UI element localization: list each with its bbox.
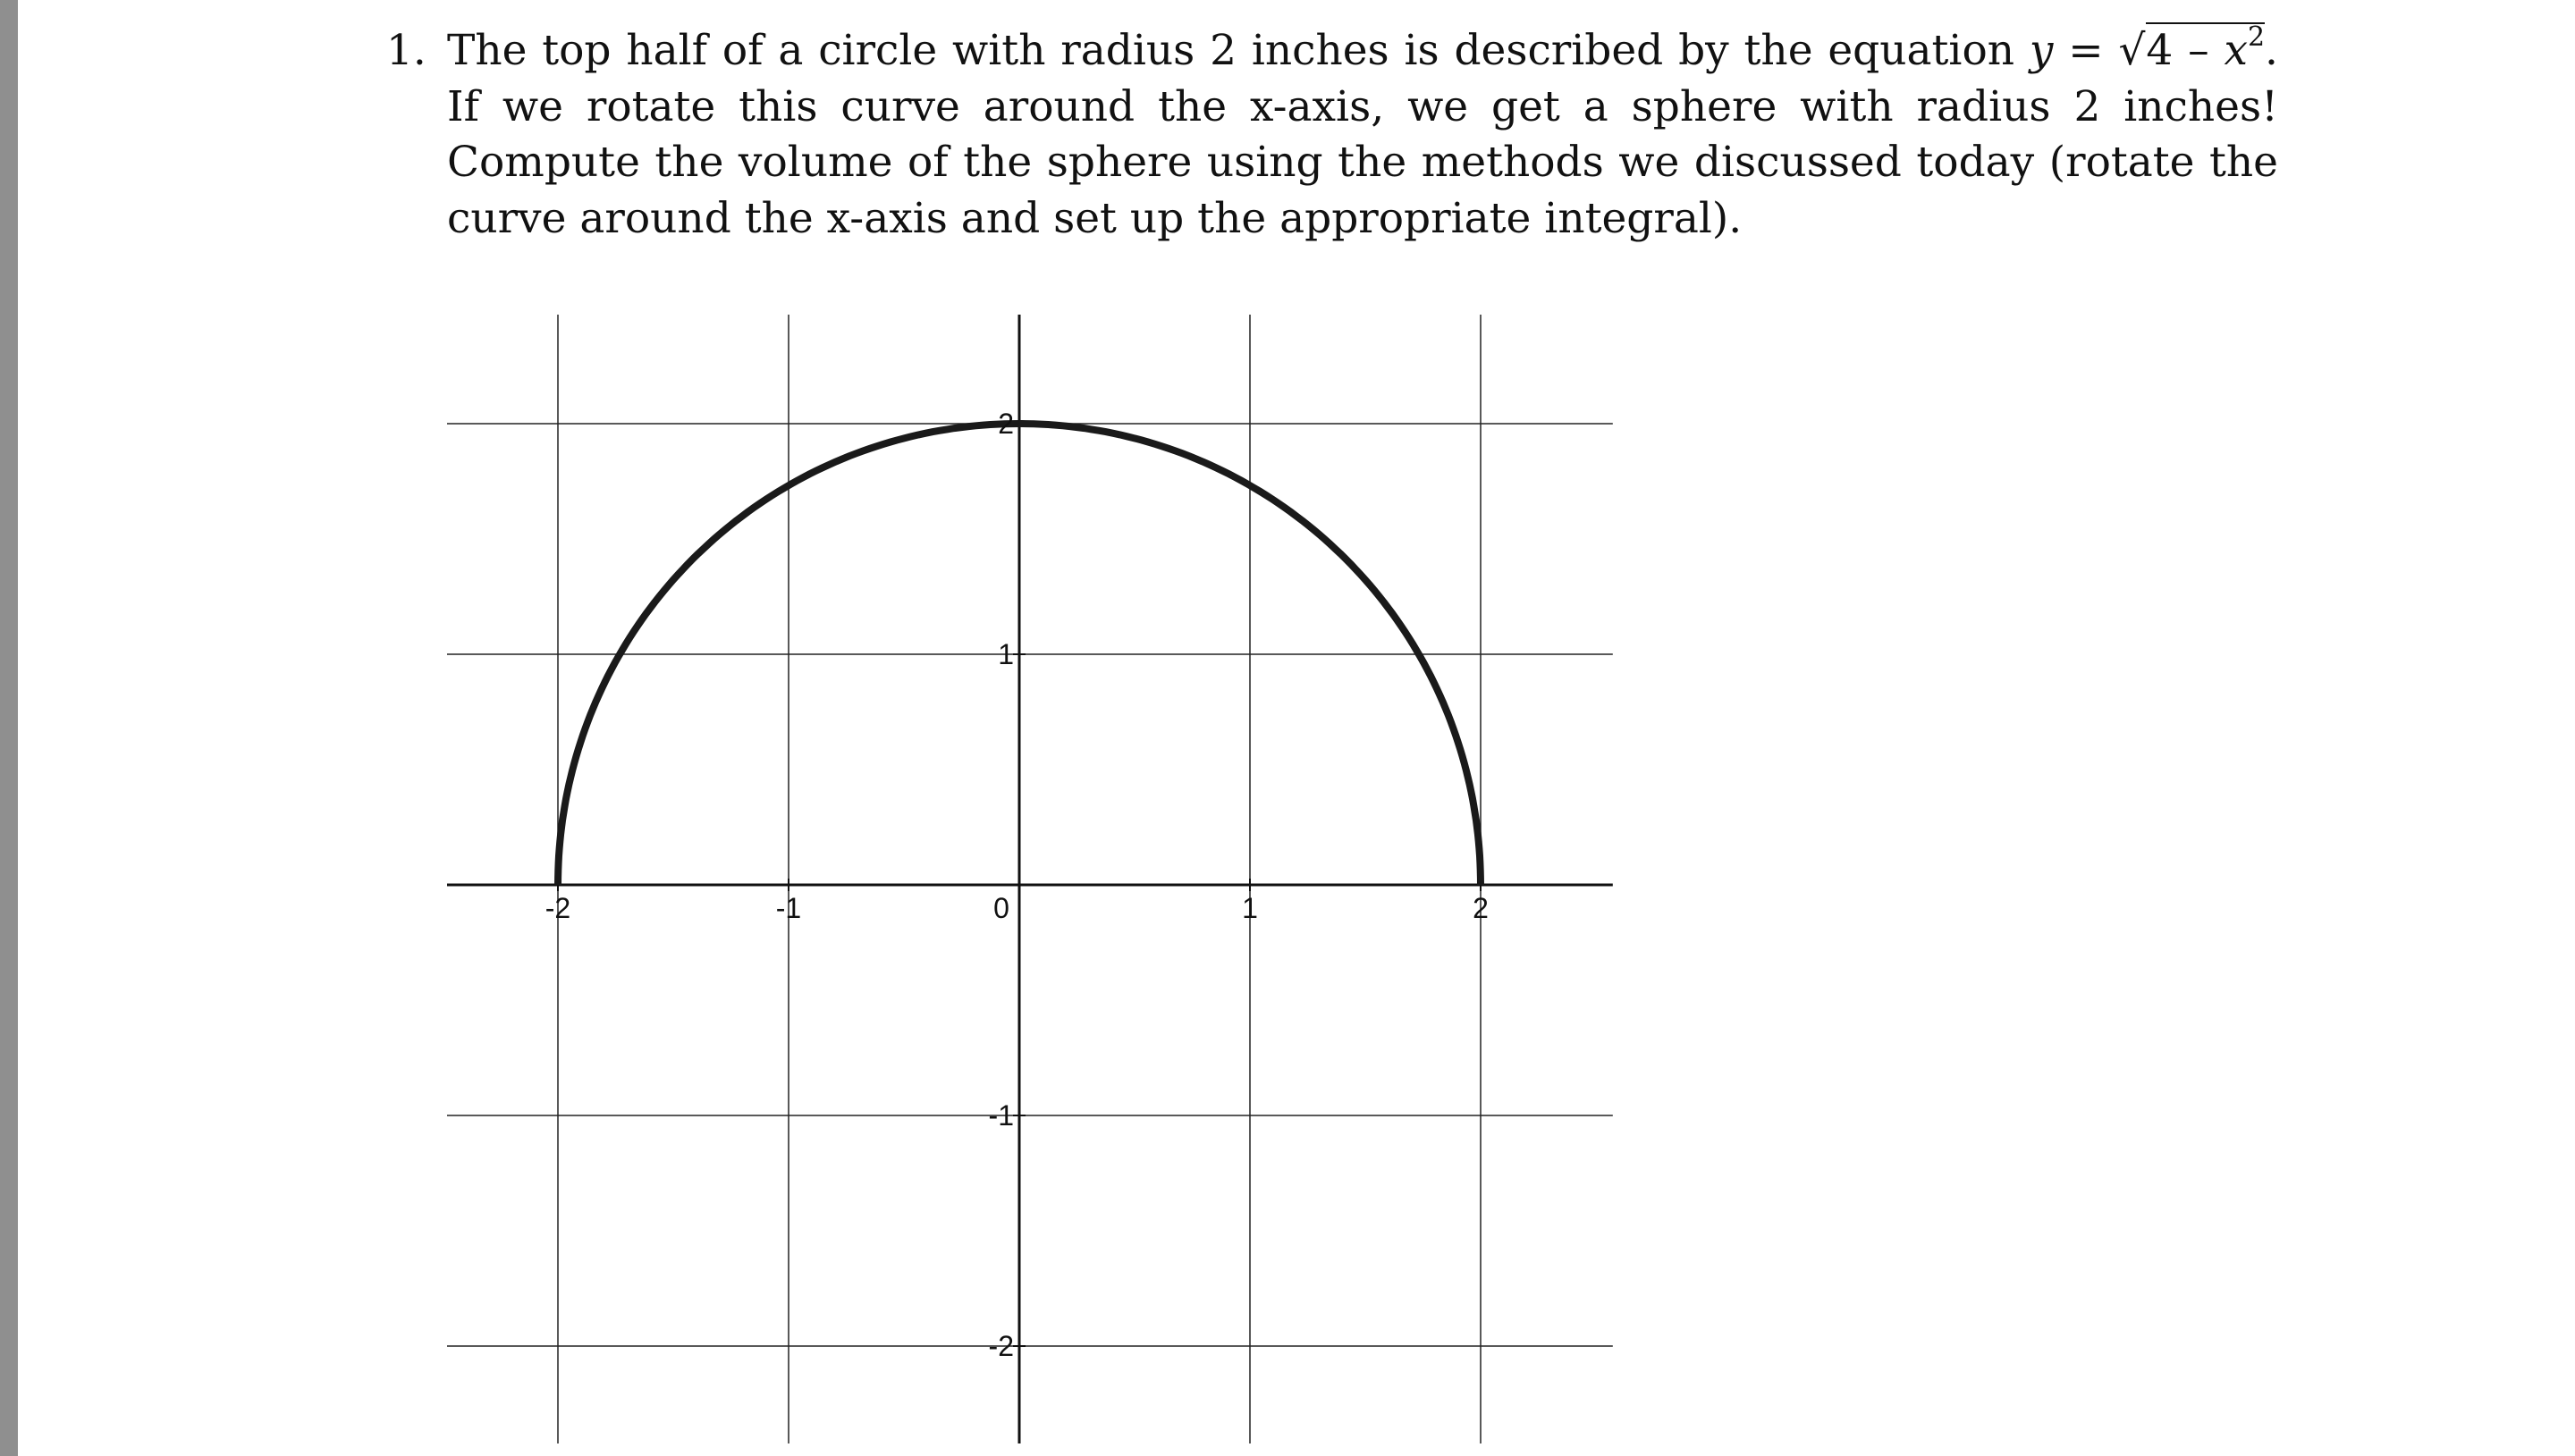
problem-number: 1. (386, 26, 426, 75)
x-tick-label: -2 (545, 892, 571, 924)
radicand-exponent: 2 (2247, 21, 2266, 54)
radicand-const: 4 – (2146, 26, 2225, 75)
radicand-var: x (2224, 26, 2248, 75)
x-tick-label: 1 (1242, 892, 1258, 924)
y-tick-label: -2 (988, 1330, 1014, 1362)
y-tick-label: 2 (998, 408, 1014, 440)
equation-equals: = (2053, 26, 2119, 75)
problem-rest: . If we rotate this curve around the x-axis, we get a sphere with radius 2 inches! Compute the volume of the sphere using the methods we discussed today (rotate the curve around the x-axis and set up the appropriate integral). (447, 26, 2278, 243)
x-tick-label: 2 (1473, 892, 1489, 924)
problem-intro: The top half of a circle with radius 2 inches is described by the equation (447, 26, 2030, 75)
equation-y: y (2029, 26, 2054, 75)
y-tick-label: -1 (988, 1099, 1014, 1132)
x-tick-label: 0 (993, 892, 1009, 924)
x-tick-label: -1 (775, 892, 802, 924)
y-tick-label: 1 (998, 638, 1014, 670)
sqrt-symbol: √ (2118, 26, 2146, 75)
